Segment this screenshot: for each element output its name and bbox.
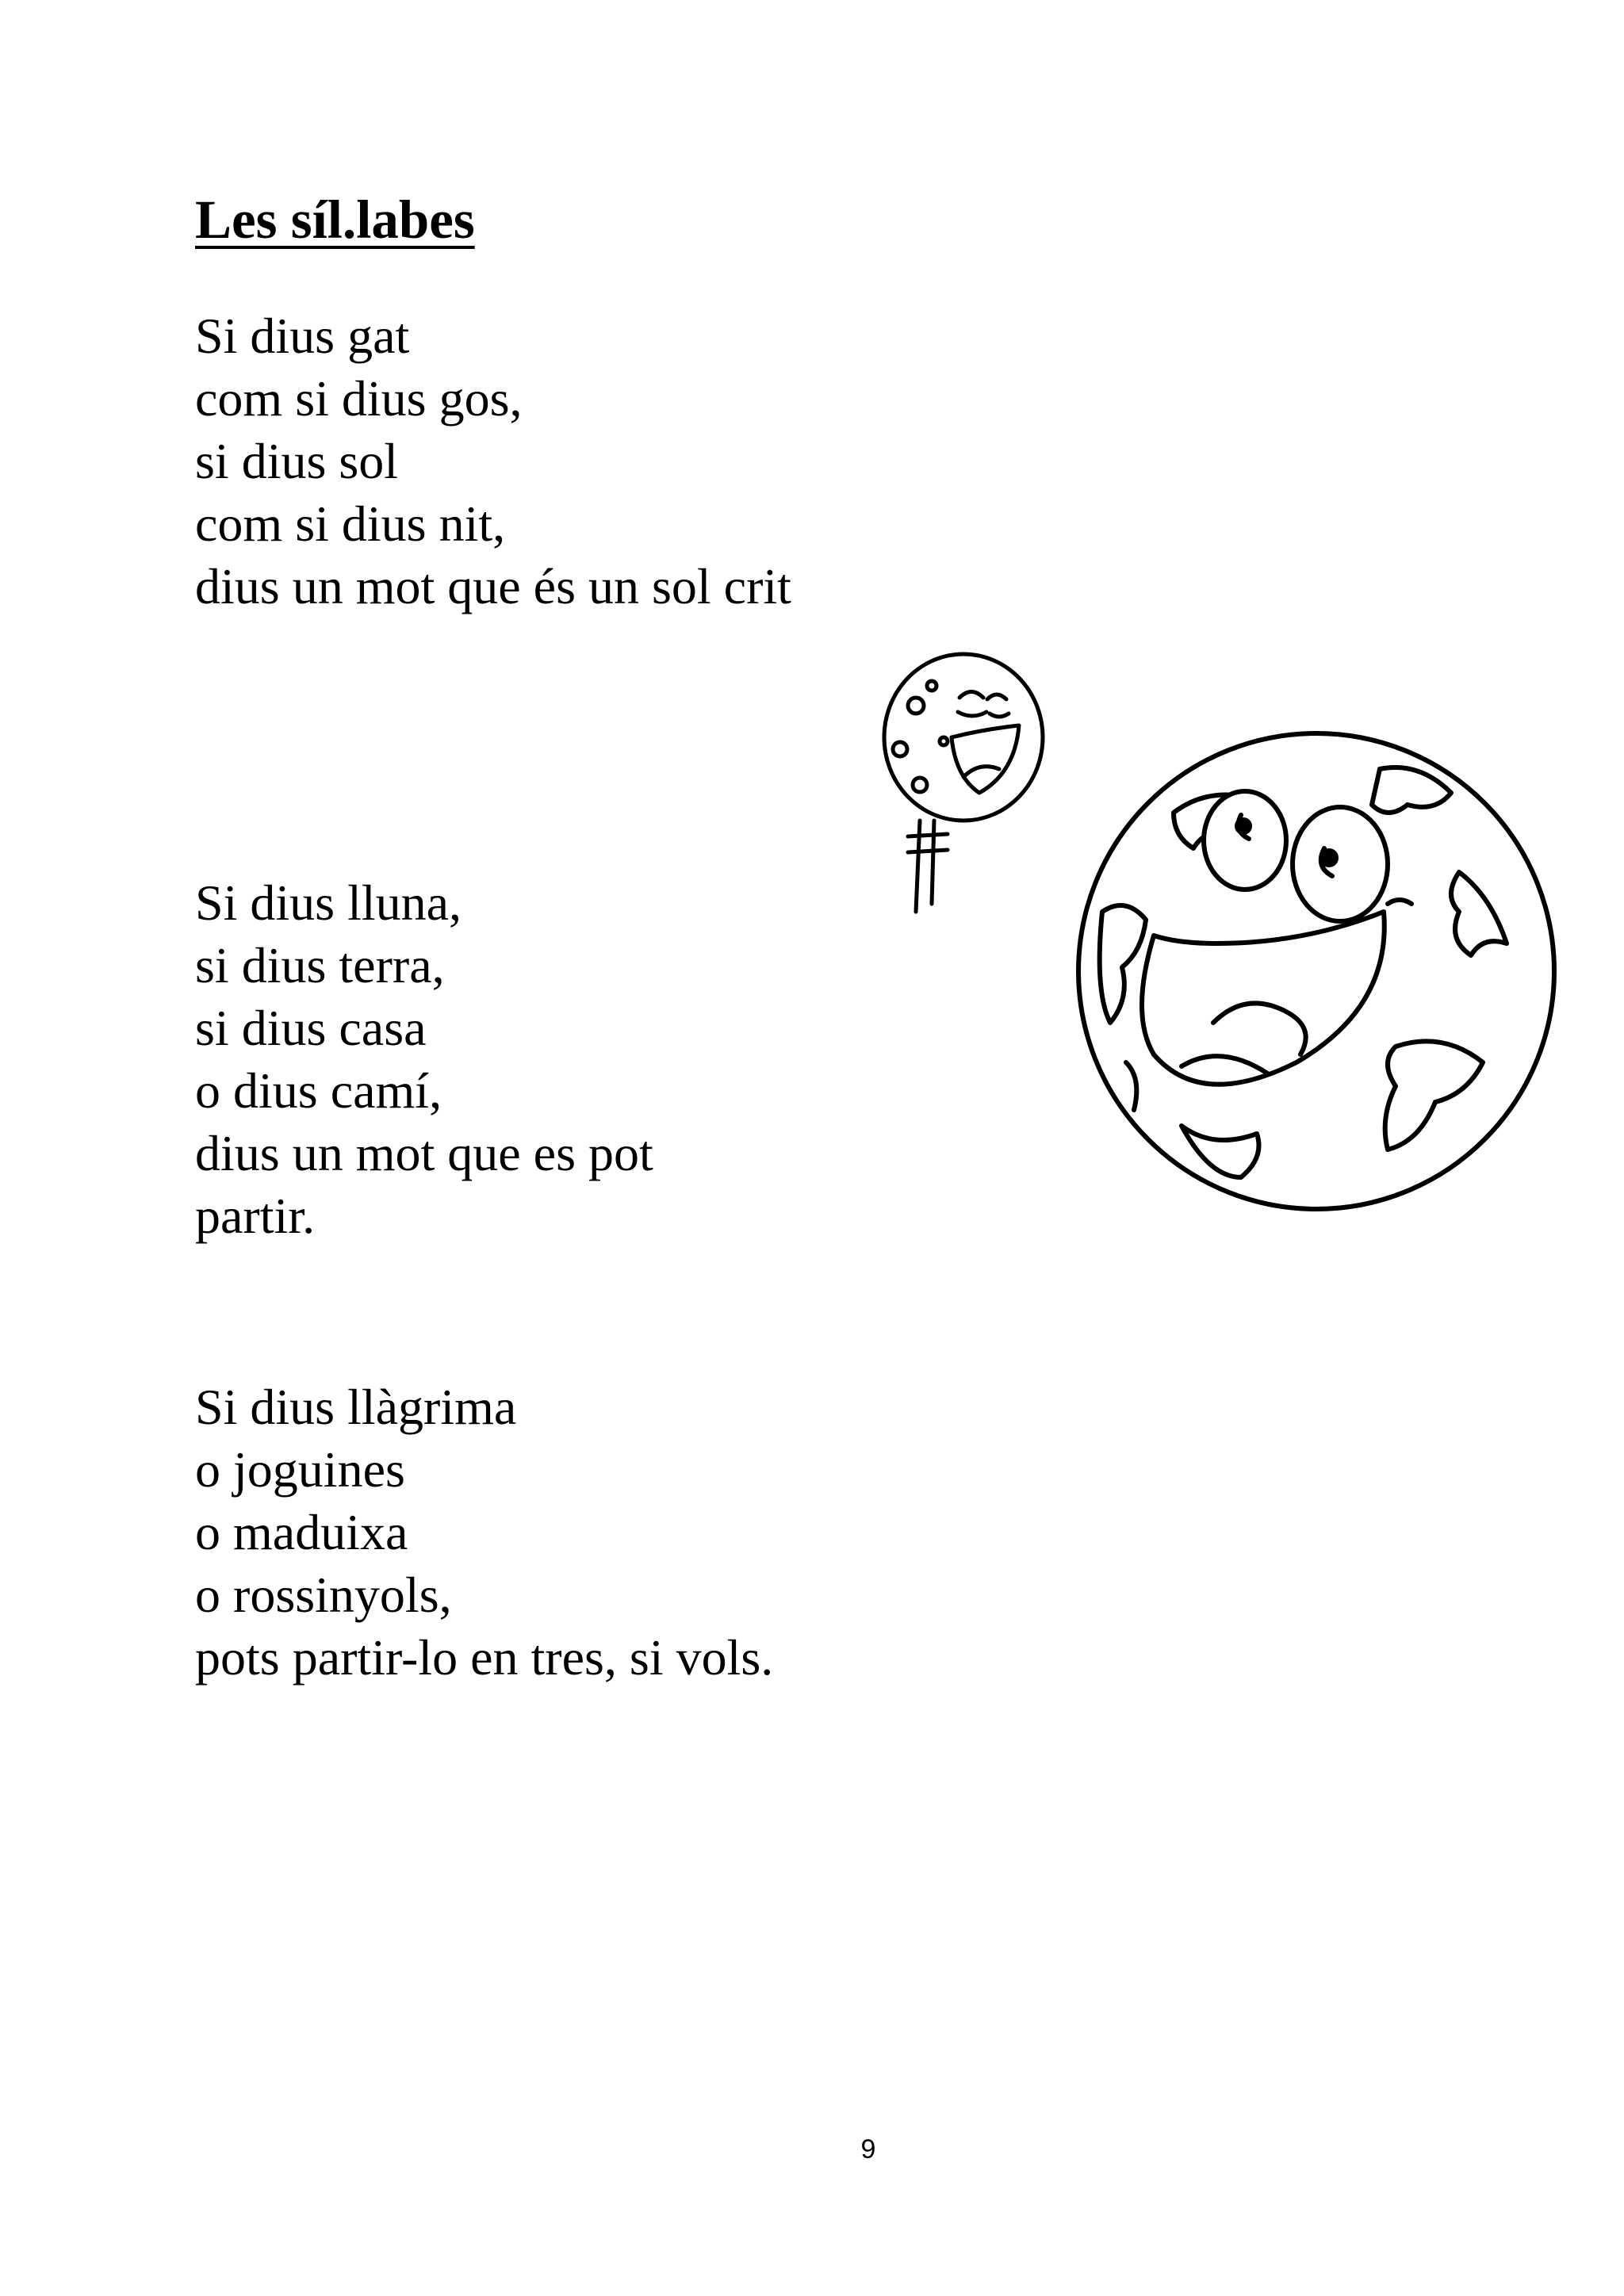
poem-line: com si dius gos,	[195, 370, 523, 427]
moon-earth-illustration	[841, 650, 1562, 1269]
poem-line: si dius sol	[195, 433, 399, 489]
stanza-2	[195, 871, 653, 1247]
stanza-3	[195, 1376, 773, 1689]
poem-line: Si dius llàgrima	[195, 1379, 517, 1435]
poem-line: o rossinyols,	[195, 1567, 452, 1623]
page-title: Les síl.labes	[195, 189, 475, 250]
poem-line: com si dius nit,	[195, 496, 506, 552]
poem-line: o maduixa	[195, 1504, 408, 1560]
poem-line: dius un mot que es pot	[195, 1125, 653, 1181]
poem-line: pots partir-lo en tres, si vols.	[195, 1629, 774, 1686]
poem-line: Si dius gat	[195, 308, 410, 364]
poem-line: si dius casa	[195, 1000, 427, 1056]
stanza-1	[195, 304, 791, 618]
poem-line: si dius terra,	[195, 937, 445, 993]
poem-line: o dius camí,	[195, 1062, 442, 1119]
poem-line: partir.	[195, 1188, 316, 1244]
earth-cartoon-icon	[1078, 733, 1554, 1209]
poem-line: Si dius lluna,	[195, 874, 462, 931]
poem-line: o joguines	[195, 1441, 405, 1498]
moon-cartoon-icon	[884, 654, 1043, 912]
page-number: 9	[860, 2134, 876, 2164]
poem-line: dius un mot que és un sol crit	[195, 558, 791, 614]
